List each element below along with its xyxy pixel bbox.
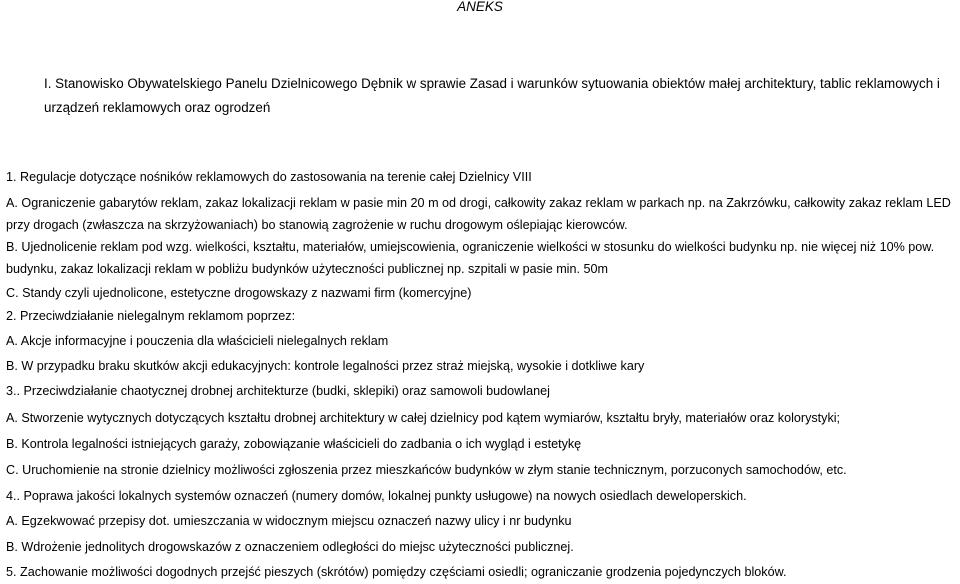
list-item: 4.. Poprawa jakości lokalnych systemów oznaczeń (numery domów, lokalnej punkty usługowe) na nowych osiedlach deweloperskich. xyxy=(6,489,747,503)
list-item: B. Kontrola legalności istniejących garaży, zobowiązanie właścicieli do zadbania o ich wygląd i estetykę xyxy=(6,437,582,451)
list-item: A. Egzekwować przepisy dot. umieszczania w widocznym miejscu oznaczeń nazwy ulicy i nr budynku xyxy=(6,514,572,528)
list-item: 3.. Przeciwdziałanie chaotycznej drobnej architekturze (budki, sklepiki) oraz samowoli budowlanej xyxy=(6,384,550,398)
list-item: A. Ograniczenie gabarytów reklam, zakaz lokalizacji reklam w pasie min 20 m od drogi, całkowity zakaz reklam w parkach np. na Zakrzówku, całkowity zakaz reklam LED przy drogach (zwłaszcza na skrzyżowaniach) bo stanowią zagrożenie w ruchu drogowym oślepiając kierowców. xyxy=(6,196,951,232)
list-item: B. W przypadku braku skutków akcji edukacyjnych: kontrole legalności przez straż miejską, wysokie i dotkliwe kary xyxy=(6,359,645,373)
list-item: 5. Zachowanie możliwości dogodnych przejść pieszych (skrótów) pomiędzy częściami osiedli; ograniczanie grodzenia pojedynczych bloków. xyxy=(6,565,787,579)
list-item: 1. Regulacje dotyczące nośników reklamowych do zastosowania na terenie całej Dzielnicy VIII xyxy=(6,170,532,184)
list-item: B. Ujednolicenie reklam pod wzg. wielkości, kształtu, materiałów, umiejscowienia, ograniczenie wielkości w stosunku do wielkości budynku np. nie więcej niż 10% pow. budynku, zakaz lokalizacji reklam w pobliżu budynków użyteczności publicznej np. szpitali w pasie min. 50m xyxy=(6,240,935,276)
list-item: 2. Przeciwdziałanie nielegalnym reklamom poprzez: xyxy=(6,309,296,323)
list-item: C. Uruchomienie na stronie dzielnicy możliwości zgłoszenia przez mieszkańców budynków w złym stanie technicznym, porzuconych samochodów, etc. xyxy=(6,463,847,477)
list-item: A. Stworzenie wytycznych dotyczących kształtu drobnej architektury w całej dzielnicy pod kątem wymiarów, kształtu bryły, materiałów oraz kolorystyki; xyxy=(6,411,841,425)
list-item: C. Standy czyli ujednolicone, estetyczne drogowskazy z nazwami firm (komercyjne) xyxy=(6,286,472,300)
list-item: A. Akcje informacyjne i pouczenia dla właścicieli nielegalnych reklam xyxy=(6,334,389,348)
section-title: I. Stanowisko Obywatelskiego Panelu Dzielnicowego Dębnik w sprawie Zasad i warunków sytuowania obiektów małej architektury, tablic reklamowych i urządzeń reklamowych oraz ogrodzeń xyxy=(44,76,940,115)
list-item: B. Wdrożenie jednolitych drogowskazów z oznaczeniem odległości do miejsc użyteczności publicznej. xyxy=(6,540,574,554)
document-header: ANEKS xyxy=(457,0,503,14)
